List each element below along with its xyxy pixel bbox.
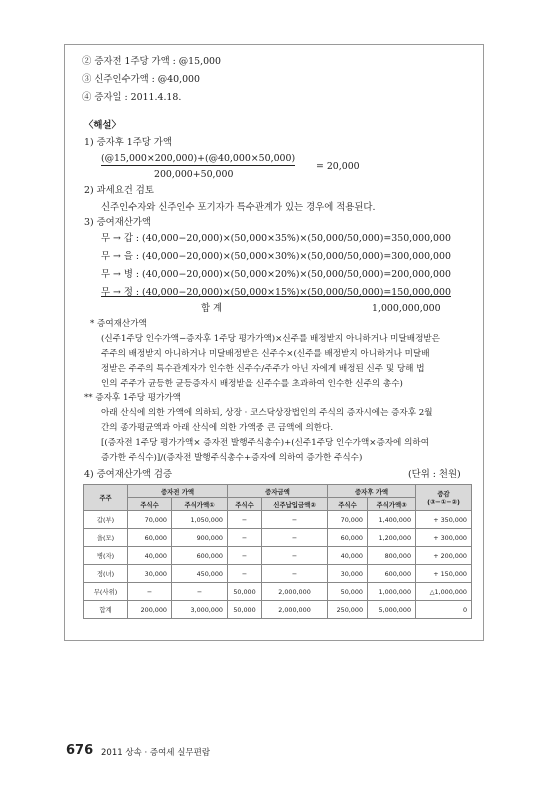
fraction-numerator: (@15,000×200,000)+(@40,000×50,000) [101,153,296,164]
table-cell: △1,000,000 [416,583,472,601]
header-before: 증자전 가액 [128,485,228,498]
note-1-line-3: 정받은 주주의 특수관계자가 인수한 신주수/주주가 아닌 자에게 배정된 신주 및 당해 법 [101,364,425,374]
table-cell: + 350,000 [416,511,472,529]
table-cell: 200,000 [128,601,172,619]
table-row [84,565,472,583]
note-1-line-2: 주주의 배정받지 아니하거나 미달배정받은 신주수×(신주를 배정받지 아니하거나 미달배 [101,349,430,359]
calc-line-1: 무 → 갑 : (40,000−20,000)×(50,000×35%)×(50,000/50,000)=350,000,000 [101,233,451,244]
section-3-title: 3) 증여재산가액 [84,217,151,228]
section-2-text: 신주인수자와 신주인수 포기자가 특수관계가 있는 경우에 적용된다. [101,202,376,213]
section-2-title: 2) 과세요건 검토 [84,185,154,196]
table-cell: 40,000 [328,547,368,565]
table-cell: − [228,511,262,529]
table-cell: 2,000,000 [262,601,328,619]
table-cell: 1,200,000 [368,529,416,547]
table-cell: 0 [416,601,472,619]
table-cell: 1,000,000 [368,583,416,601]
header-shares-after: 주식수 [328,498,368,511]
note-1-line-4: 인의 주주가 균등한 균등증자시 배정받을 신주수를 초과하여 인수한 신주의 총수) [101,379,403,389]
fact-item-4: ④ 증자일 : 2011.4.18. [82,92,182,103]
table-cell: 합계 [84,601,128,619]
verification-table [83,484,472,619]
table-cell: 40,000 [128,547,172,565]
table-cell: + 300,000 [416,529,472,547]
section-4-heading: 4) 증여재산가액 검증 [84,469,173,480]
header-value-1: 주식가액① [172,498,228,511]
table-cell: 600,000 [172,547,228,565]
header-shares-before: 주식수 [128,498,172,511]
table-cell: − [262,529,328,547]
header-shares-increase: 주식수 [228,498,262,511]
section-4-unit: (단위 : 천원) [408,469,461,480]
table-row [84,601,472,619]
table-cell: 5,000,000 [368,601,416,619]
table-cell: 70,000 [328,511,368,529]
fraction-result: = 20,000 [316,161,360,172]
table-cell: + 200,000 [416,547,472,565]
note-1-title: * 증여재산가액 [90,319,147,329]
table-cell: 900,000 [172,529,228,547]
header-value-3: 주식가액③ [368,498,416,511]
table-cell: − [172,583,228,601]
note-1-line-1: (신주1주당 인수가액−증자후 1주당 평가가액)×신주를 배정받지 아니하거나 미달배정받은 [101,334,440,344]
note-2-line-1: 아래 산식에 의한 가액에 의하되, 상장 · 코스닥상장법인의 주식의 증자시에는 증자후 2월 [101,408,433,418]
table-cell: − [128,583,172,601]
section-1-title: 1) 증자후 1주당 가액 [84,137,172,148]
table-cell: 50,000 [228,601,262,619]
header-increase: 증자금액 [228,485,328,498]
header-new-amount: 신주납입금액② [262,498,328,511]
fraction-denominator: 200,000+50,000 [154,169,234,180]
table-cell: 1,050,000 [172,511,228,529]
table-cell: 3,000,000 [172,601,228,619]
table-cell: 50,000 [328,583,368,601]
table-row [84,583,472,601]
table-cell: 60,000 [328,529,368,547]
table-cell: 250,000 [328,601,368,619]
table-row [84,547,472,565]
table-cell: 정(녀) [84,565,128,583]
calc-line-4: 무 → 정 : (40,000−20,000)×(50,000×15%)×(50,000/50,000)=150,000,000 [101,287,451,298]
fact-item-2: ② 증자전 1주당 가액 : @15,000 [82,56,221,67]
calc-line-3: 무 → 병 : (40,000−20,000)×(50,000×20%)×(50,000/50,000)=200,000,000 [101,269,451,280]
header-after: 증자후 가액 [328,485,416,498]
header-change: 증감 (③−①−②) [416,485,472,511]
table-cell: 30,000 [328,565,368,583]
note-2-line-4: 증가한 주식수)]/(증자전 발행주식총수+증자에 의하여 증가한 주식수) [101,453,363,463]
table-cell: − [228,565,262,583]
table-row [84,529,472,547]
note-2-line-2: 간의 종가평균액과 아래 산식에 의한 가액중 큰 금액에 의한다. [101,423,334,433]
note-2-title: ** 증자후 1주당 평가가액 [84,393,181,403]
table-cell: − [228,529,262,547]
table-cell: 70,000 [128,511,172,529]
book-title: 2011 상속 · 증여세 실무편람 [101,748,211,758]
table-cell: − [228,547,262,565]
table-cell: 50,000 [228,583,262,601]
table-cell: 갑(부) [84,511,128,529]
table-row [84,511,472,529]
table-cell: 60,000 [128,529,172,547]
note-2-line-3: [(증자전 1주당 평가가액× 증자전 발행주식총수)+(신주1주당 인수가액×증자에 의하여 [101,438,429,448]
calc-line-2: 무 → 을 : (40,000−20,000)×(50,000×30%)×(50,000/50,000)=300,000,000 [101,251,451,262]
table-cell: − [262,547,328,565]
table-cell: 을(모) [84,529,128,547]
table-cell: 30,000 [128,565,172,583]
table-cell: 1,400,000 [368,511,416,529]
table-cell: + 150,000 [416,565,472,583]
table-cell: − [262,565,328,583]
sum-label: 합 계 [201,303,223,314]
table-cell: 800,000 [368,547,416,565]
page-number: 676 [66,743,94,758]
table-cell: 2,000,000 [262,583,328,601]
commentary-heading: 〈해설〉 [84,120,121,131]
table-cell: − [262,511,328,529]
fact-item-3: ③ 신주인수가액 : @40,000 [82,74,200,85]
table-cell: 600,000 [368,565,416,583]
header-shareholder: 주주 [84,485,128,511]
table-cell: 병(자) [84,547,128,565]
table-cell: 450,000 [172,565,228,583]
table-cell: 무(사위) [84,583,128,601]
sum-value: 1,000,000,000 [372,303,441,314]
